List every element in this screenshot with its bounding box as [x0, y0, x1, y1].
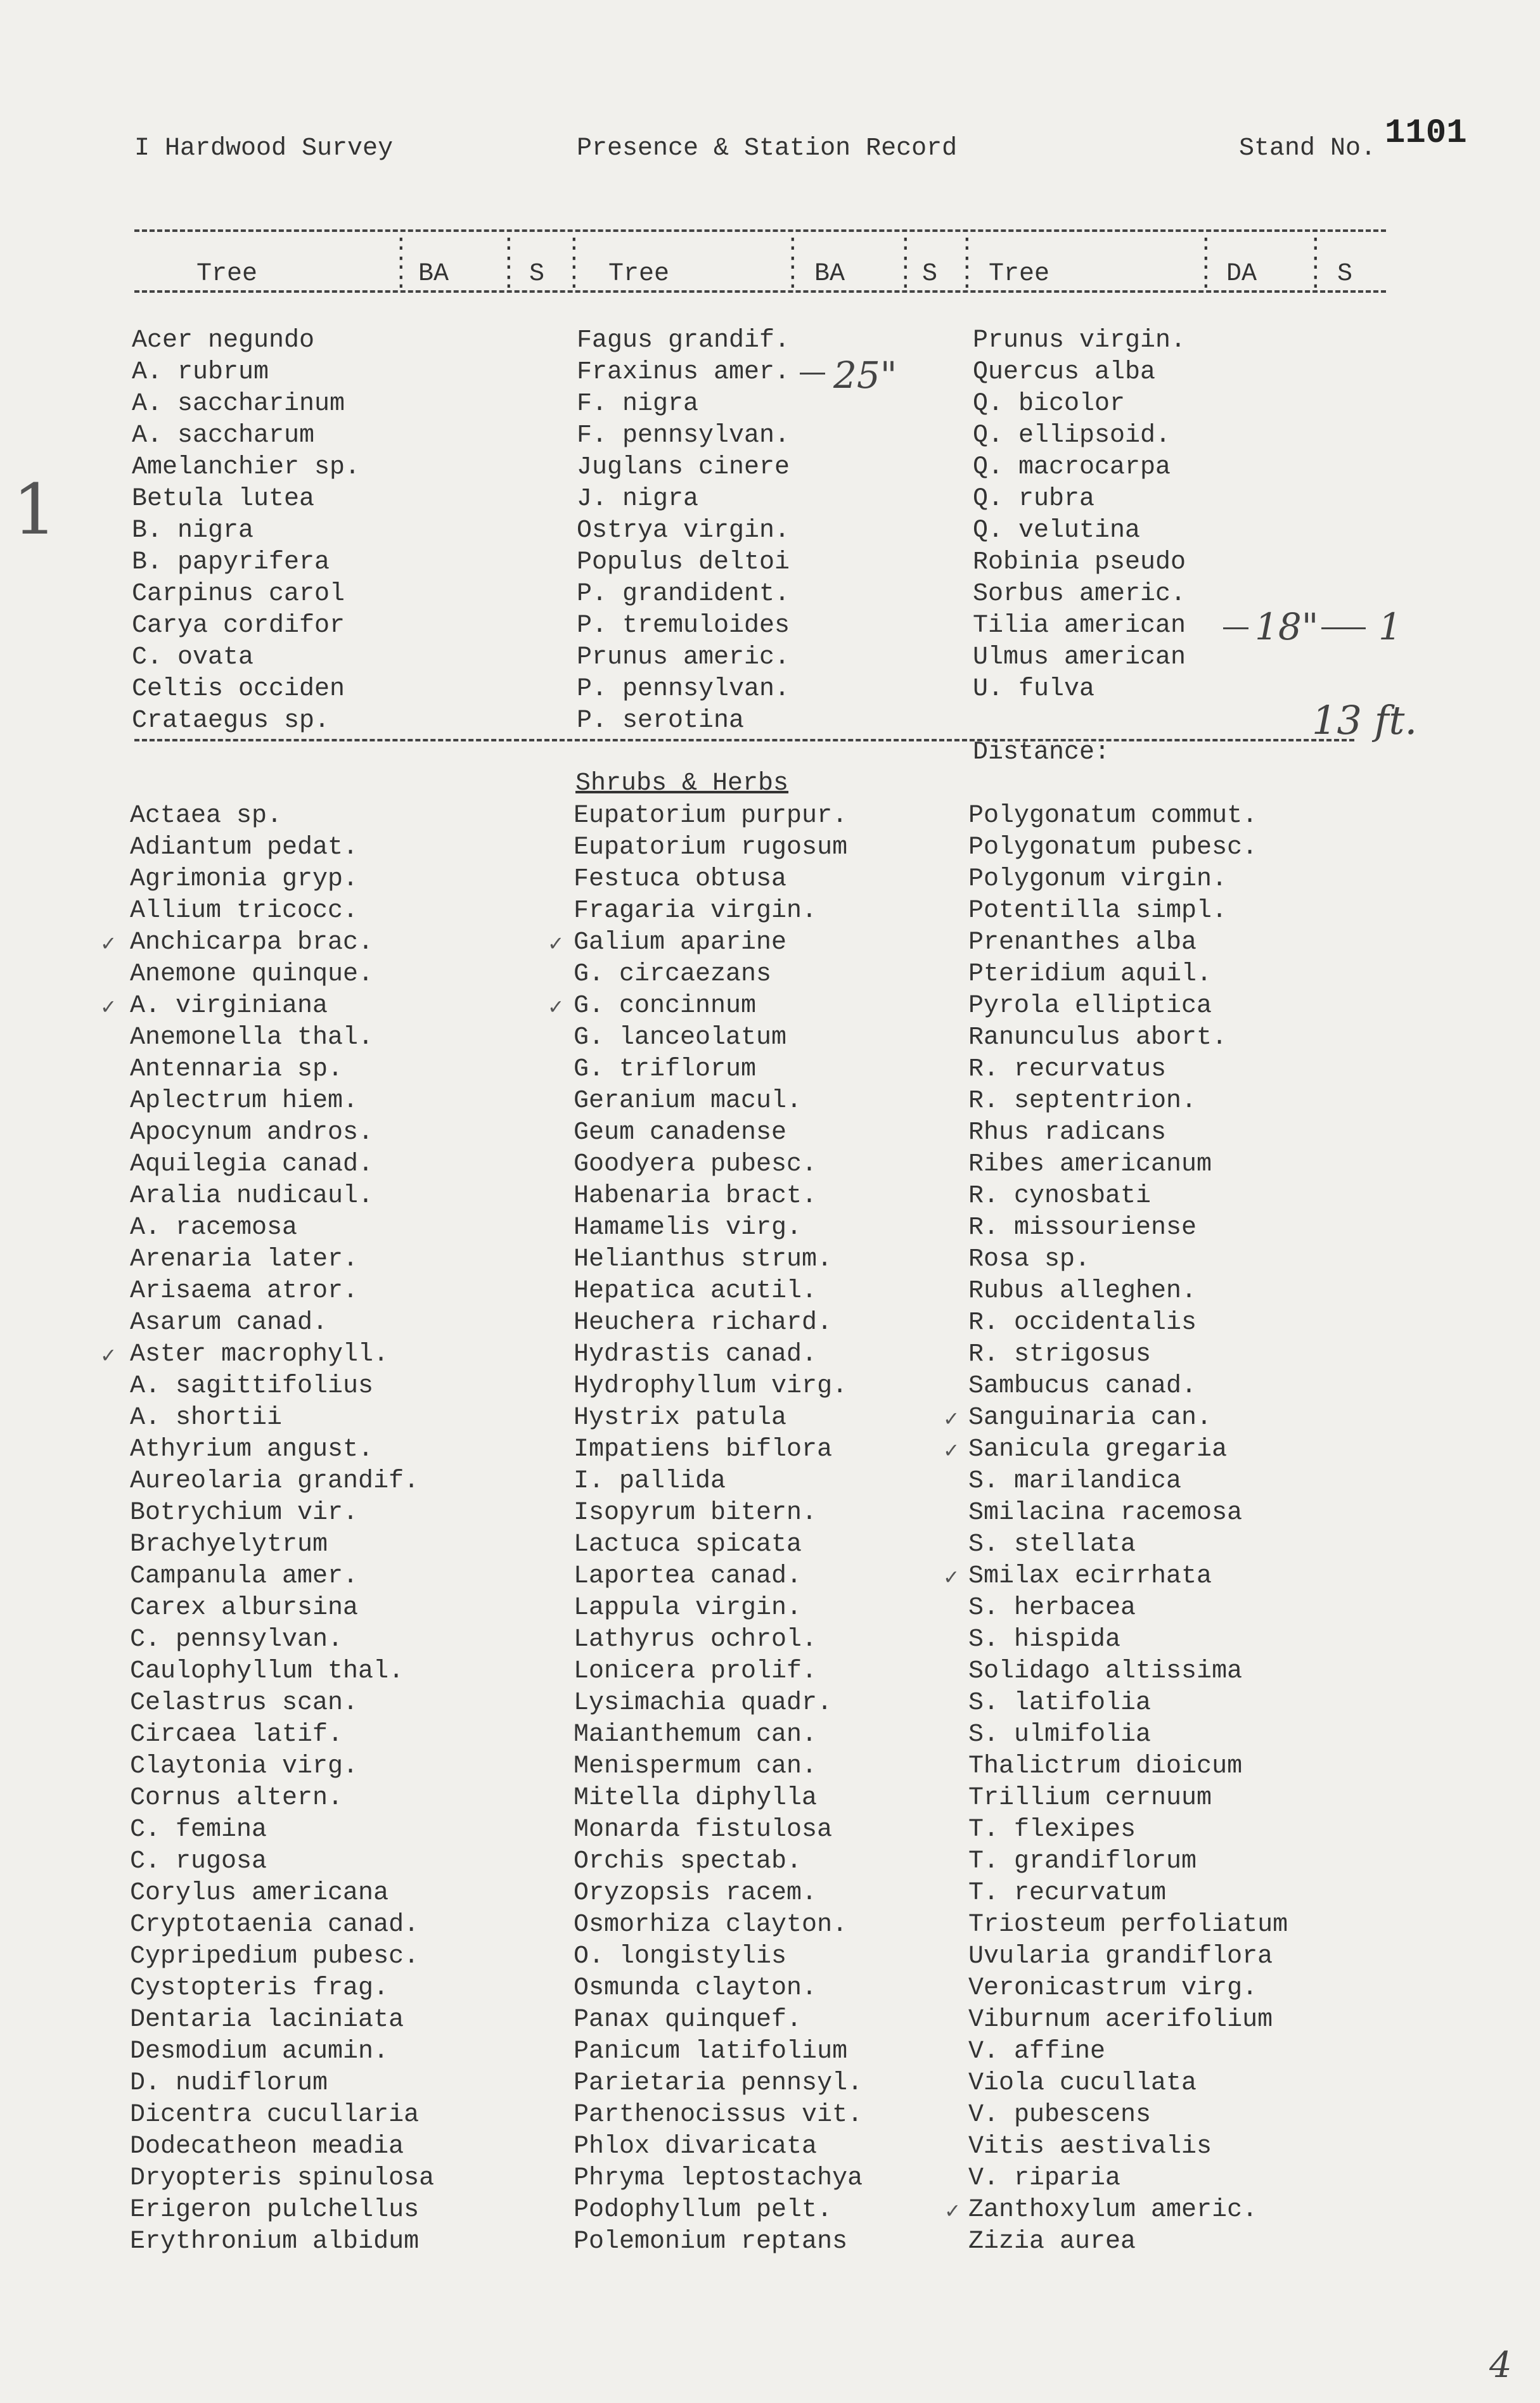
- list-item: Dodecatheon meadia: [130, 2132, 404, 2161]
- list-item: Rhus radicans: [968, 1118, 1167, 1147]
- list-item: R. recurvatus: [968, 1055, 1167, 1084]
- shrubs-col-3: [968, 800, 1288, 2258]
- list-item: C. rugosa: [130, 1847, 267, 1876]
- list-item: Uvularia grandiflora: [968, 1942, 1273, 1971]
- list-item: V. riparia: [968, 2164, 1121, 2193]
- list-item: Dicentra cucullaria: [130, 2101, 420, 2129]
- col-header-s-2: S: [922, 260, 938, 288]
- list-item: Lappula virgin.: [574, 1594, 802, 1622]
- list-item: Hydrophyllum virg.: [574, 1372, 848, 1400]
- list-item: A. rubrum: [132, 358, 269, 387]
- list-item: Prunus americ.: [577, 643, 790, 672]
- stand-number: 1101: [1385, 114, 1467, 153]
- list-item: Apocynum andros.: [130, 1118, 374, 1147]
- list-item: R. septentrion.: [968, 1087, 1197, 1115]
- handwritten-dash: [800, 373, 825, 375]
- list-item: Isopyrum bitern.: [574, 1499, 818, 1527]
- list-item: Hepatica acutil.: [574, 1277, 818, 1305]
- list-item: S. hispida: [968, 1625, 1121, 1654]
- list-item: Lonicera prolif.: [574, 1657, 818, 1686]
- list-item: P. tremuloides: [577, 612, 790, 640]
- list-item: S. stellata: [968, 1530, 1136, 1559]
- list-item: Oryzopsis racem.: [574, 1879, 818, 1907]
- list-item: Q. rubra: [973, 485, 1095, 513]
- check-mark-icon: ✓: [944, 1565, 958, 1591]
- list-item: G. concinnum: [574, 992, 757, 1020]
- list-item: F. pennsylvan.: [577, 421, 790, 450]
- list-item: Zizia aurea: [968, 2227, 1136, 2256]
- list-item: Smilacina racemosa: [968, 1499, 1243, 1527]
- list-item: Menispermum can.: [574, 1752, 818, 1781]
- list-item: Cornus altern.: [130, 1784, 343, 1812]
- list-item: Antennaria sp.: [130, 1055, 343, 1084]
- list-item: Quercus alba: [973, 358, 1156, 387]
- list-item: S. marilandica: [968, 1467, 1182, 1496]
- list-item: Actaea sp.: [130, 802, 283, 830]
- list-item: Arisaema atror.: [130, 1277, 359, 1305]
- list-item: Osmorhiza clayton.: [574, 1911, 848, 1939]
- list-item: Podophyllum pelt.: [574, 2196, 833, 2224]
- column-separator: : : :: [960, 231, 974, 295]
- list-item: Potentilla simpl.: [968, 897, 1228, 925]
- list-item: Ostrya virgin.: [577, 516, 790, 545]
- list-item: Anemonella thal.: [130, 1023, 374, 1052]
- list-item: Viburnum acerifolium: [968, 2006, 1273, 2034]
- list-item: Polygonatum pubesc.: [968, 833, 1258, 862]
- list-item: A. sagittifolius: [130, 1372, 374, 1400]
- top-divider: [134, 229, 1386, 232]
- list-item: Dentaria laciniata: [130, 2006, 404, 2034]
- list-item: Osmunda clayton.: [574, 1974, 818, 2003]
- list-item: Arenaria later.: [130, 1245, 359, 1274]
- list-item: Q. bicolor: [973, 390, 1126, 418]
- list-item: Carpinus carol: [132, 580, 345, 608]
- list-item: Aralia nudicaul.: [130, 1182, 374, 1210]
- list-item: G. triflorum: [574, 1055, 757, 1084]
- list-item: Parietaria pennsyl.: [574, 2069, 863, 2098]
- list-item: Dryopteris spinulosa: [130, 2164, 435, 2193]
- handwritten-fraxinus-size: 25": [833, 354, 897, 397]
- list-item: Erigeron pulchellus: [130, 2196, 420, 2224]
- check-mark-icon: ✓: [944, 1439, 958, 1464]
- check-mark-icon: ✓: [946, 2199, 959, 2225]
- record-title: Presence & Station Record: [577, 134, 958, 163]
- list-item: Betula lutea: [132, 485, 315, 513]
- list-item: Celastrus scan.: [130, 1689, 359, 1717]
- col-header-da-3: DA: [1226, 260, 1257, 288]
- list-item: Parthenocissus vit.: [574, 2101, 863, 2129]
- column-separator: : : :: [1309, 231, 1323, 295]
- list-item: S. ulmifolia: [968, 1721, 1152, 1749]
- list-item: Orchis spectab.: [574, 1847, 802, 1876]
- list-item: R. strigosus: [968, 1340, 1152, 1369]
- list-item: Zanthoxylum americ.: [968, 2196, 1258, 2224]
- list-item: Anemone quinque.: [130, 960, 374, 989]
- tree-col-3: [973, 325, 1186, 705]
- list-item: Q. velutina: [973, 516, 1141, 545]
- list-item: Helianthus strum.: [574, 1245, 833, 1274]
- list-item: C. pennsylvan.: [130, 1625, 343, 1654]
- list-item: Agrimonia gryp.: [130, 865, 359, 894]
- list-item: P. serotina: [577, 707, 745, 735]
- list-item: Corylus americana: [130, 1879, 389, 1907]
- list-item: Smilax ecirrhata: [968, 1562, 1212, 1591]
- col-header-tree-3: Tree: [989, 260, 1050, 288]
- list-item: Panax quinquef.: [574, 2006, 802, 2034]
- list-item: Thalictrum dioicum: [968, 1752, 1243, 1781]
- list-item: Caulophyllum thal.: [130, 1657, 404, 1686]
- list-item: Monarda fistulosa: [574, 1816, 833, 1844]
- check-mark-icon: ✓: [101, 932, 115, 958]
- check-mark-icon: ✓: [549, 995, 563, 1021]
- list-item: S. latifolia: [968, 1689, 1152, 1717]
- list-item: Pyrola elliptica: [968, 992, 1212, 1020]
- column-separator: : : :: [567, 231, 581, 295]
- list-item: R. occidentalis: [968, 1309, 1197, 1337]
- list-item: Triosteum perfoliatum: [968, 1911, 1288, 1939]
- handwritten-tilia-count: 1: [1378, 605, 1402, 648]
- list-item: P. pennsylvan.: [577, 675, 790, 703]
- list-item: G. circaezans: [574, 960, 772, 989]
- list-item: Campanula amer.: [130, 1562, 359, 1591]
- list-item: Aplectrum hiem.: [130, 1087, 359, 1115]
- list-item: Botrychium vir.: [130, 1499, 359, 1527]
- list-item: Hamamelis virg.: [574, 1214, 802, 1242]
- list-item: A. saccharum: [132, 421, 315, 450]
- survey-title: I Hardwood Survey: [134, 134, 394, 163]
- check-mark-icon: ✓: [101, 1343, 115, 1369]
- list-item: Cryptotaenia canad.: [130, 1911, 420, 1939]
- list-item: Ranunculus abort.: [968, 1023, 1228, 1052]
- list-item: Phlox divaricata: [574, 2132, 818, 2161]
- list-item: Claytonia virg.: [130, 1752, 359, 1781]
- handwritten-distance: 13 ft.: [1312, 697, 1418, 743]
- list-item: Rosa sp.: [968, 1245, 1091, 1274]
- list-item: Aquilegia canad.: [130, 1150, 374, 1179]
- list-item: F. nigra: [577, 390, 699, 418]
- list-item: Crataegus sp.: [132, 707, 330, 735]
- list-item: S. herbacea: [968, 1594, 1136, 1622]
- list-item: Eupatorium rugosum: [574, 833, 848, 862]
- list-item: Brachyelytrum: [130, 1530, 328, 1559]
- list-item: Populus deltoi: [577, 548, 790, 577]
- list-item: Rubus alleghen.: [968, 1277, 1197, 1305]
- list-item: Adiantum pedat.: [130, 833, 359, 862]
- column-separator: : : :: [502, 231, 516, 295]
- column-separator: : : :: [899, 231, 913, 295]
- list-item: Fagus grandif.: [577, 326, 790, 355]
- list-item: Impatiens biflora: [574, 1435, 833, 1464]
- tree-col-2: [577, 325, 790, 737]
- list-item: Laportea canad.: [574, 1562, 802, 1591]
- list-item: Carya cordifor: [132, 612, 345, 640]
- list-item: Heuchera richard.: [574, 1309, 833, 1337]
- col-header-tree-1: Tree: [196, 260, 258, 288]
- list-item: Juglans cinere: [577, 453, 790, 482]
- column-separator: : : :: [394, 231, 408, 295]
- column-separator: : : :: [786, 231, 800, 295]
- list-item: Desmodium acumin.: [130, 2037, 389, 2066]
- list-item: C. femina: [130, 1816, 267, 1844]
- handwritten-tilia-size: 18": [1255, 605, 1319, 648]
- list-item: Hystrix patula: [574, 1404, 787, 1432]
- col-header-s-1: S: [529, 260, 545, 288]
- list-item: V. pubescens: [968, 2101, 1152, 2129]
- list-item: Habenaria bract.: [574, 1182, 818, 1210]
- list-item: Erythronium albidum: [130, 2227, 420, 2256]
- middle-divider: [134, 739, 1354, 741]
- list-item: J. nigra: [577, 485, 699, 513]
- shrubs-col-2: [574, 800, 863, 2258]
- distance-label: Distance:: [973, 738, 1110, 767]
- list-item: Sorbus americ.: [973, 580, 1186, 608]
- list-item: Lathyrus ochrol.: [574, 1625, 818, 1654]
- list-item: Hydrastis canad.: [574, 1340, 818, 1369]
- list-item: A. shortii: [130, 1404, 283, 1432]
- list-item: A. virginiana: [130, 992, 328, 1020]
- list-item: Ribes americanum: [968, 1150, 1212, 1179]
- col-header-ba-2: BA: [814, 260, 845, 288]
- list-item: Viola cucullata: [968, 2069, 1197, 2098]
- col-header-s-3: S: [1337, 260, 1353, 288]
- list-item: Celtis occiden: [132, 675, 345, 703]
- list-item: A. racemosa: [130, 1214, 298, 1242]
- list-item: G. lanceolatum: [574, 1023, 787, 1052]
- list-item: C. ovata: [132, 643, 254, 672]
- list-item: Vitis aestivalis: [968, 2132, 1212, 2161]
- list-item: Aster macrophyll.: [130, 1340, 389, 1369]
- list-item: Fraxinus amer.: [577, 358, 790, 387]
- list-item: A. saccharinum: [132, 390, 345, 418]
- list-item: Cypripedium pubesc.: [130, 1942, 420, 1971]
- list-item: Q. macrocarpa: [973, 453, 1171, 482]
- list-item: Lactuca spicata: [574, 1530, 802, 1559]
- list-item: Aureolaria grandif.: [130, 1467, 420, 1496]
- list-item: Acer negundo: [132, 326, 315, 355]
- list-item: V. affine: [968, 2037, 1106, 2066]
- list-item: Solidago altissima: [968, 1657, 1243, 1686]
- shrubs-col-1: [130, 800, 434, 2258]
- list-item: Cystopteris frag.: [130, 1974, 389, 2003]
- list-item: Carex albursina: [130, 1594, 359, 1622]
- list-item: Veronicastrum virg.: [968, 1974, 1258, 2003]
- list-item: B. papyrifera: [132, 548, 330, 577]
- list-item: R. missouriense: [968, 1214, 1197, 1242]
- list-item: Asarum canad.: [130, 1309, 328, 1337]
- page-number: 4: [1489, 2345, 1512, 2386]
- handwritten-dash: [1321, 627, 1366, 629]
- list-item: U. fulva: [973, 675, 1095, 703]
- list-item: Galium aparine: [574, 928, 787, 957]
- list-item: Mitella diphylla: [574, 1784, 818, 1812]
- list-item: P. grandident.: [577, 580, 790, 608]
- col-header-tree-2: Tree: [608, 260, 670, 288]
- check-mark-icon: ✓: [549, 932, 563, 958]
- list-item: Allium tricocc.: [130, 897, 359, 925]
- list-item: Eupatorium purpur.: [574, 802, 848, 830]
- list-item: Prunus virgin.: [973, 326, 1186, 355]
- list-item: Festuca obtusa: [574, 865, 787, 894]
- list-item: Polemonium reptans: [574, 2227, 848, 2256]
- list-item: Amelanchier sp.: [132, 453, 361, 482]
- list-item: B. nigra: [132, 516, 254, 545]
- list-item: T. grandiflorum: [968, 1847, 1197, 1876]
- list-item: Sambucus canad.: [968, 1372, 1197, 1400]
- list-item: Goodyera pubesc.: [574, 1150, 818, 1179]
- list-item: I. pallida: [574, 1467, 726, 1496]
- list-item: Sanicula gregaria: [968, 1435, 1228, 1464]
- list-item: Robinia pseudo: [973, 548, 1186, 577]
- list-item: Q. ellipsoid.: [973, 421, 1171, 450]
- stand-label: Stand No.: [1239, 134, 1376, 163]
- list-item: Panicum latifolium: [574, 2037, 848, 2066]
- margin-mark: 1: [13, 469, 57, 550]
- column-separator: : : :: [1199, 231, 1213, 295]
- list-item: Pteridium aquil.: [968, 960, 1212, 989]
- col-header-ba-1: BA: [418, 260, 449, 288]
- list-item: O. longistylis: [574, 1942, 787, 1971]
- list-item: R. cynosbati: [968, 1182, 1152, 1210]
- list-item: Lysimachia quadr.: [574, 1689, 833, 1717]
- header-divider: [134, 290, 1386, 293]
- list-item: Fragaria virgin.: [574, 897, 818, 925]
- list-item: Prenanthes alba: [968, 928, 1197, 957]
- check-mark-icon: ✓: [944, 1407, 958, 1433]
- list-item: D. nudiflorum: [130, 2069, 328, 2098]
- list-item: Geum canadense: [574, 1118, 787, 1147]
- list-item: Ulmus american: [973, 643, 1186, 672]
- list-item: Polygonum virgin.: [968, 865, 1228, 894]
- tree-col-1: [132, 325, 360, 737]
- list-item: T. flexipes: [968, 1816, 1136, 1844]
- list-item: Phryma leptostachya: [574, 2164, 863, 2193]
- check-mark-icon: ✓: [101, 995, 115, 1021]
- list-item: T. recurvatum: [968, 1879, 1167, 1907]
- list-item: Geranium macul.: [574, 1087, 802, 1115]
- list-item: Sanguinaria can.: [968, 1404, 1212, 1432]
- list-item: Maianthemum can.: [574, 1721, 818, 1749]
- handwritten-dash: [1223, 627, 1248, 629]
- list-item: Circaea latif.: [130, 1721, 343, 1749]
- list-item: Anchicarpa brac.: [130, 928, 374, 957]
- shrubs-herbs-title: Shrubs & Herbs: [575, 769, 789, 798]
- list-item: Trillium cernuum: [968, 1784, 1212, 1812]
- list-item: Polygonatum commut.: [968, 802, 1258, 830]
- list-item: Athyrium angust.: [130, 1435, 374, 1464]
- list-item: Tilia american: [973, 612, 1186, 640]
